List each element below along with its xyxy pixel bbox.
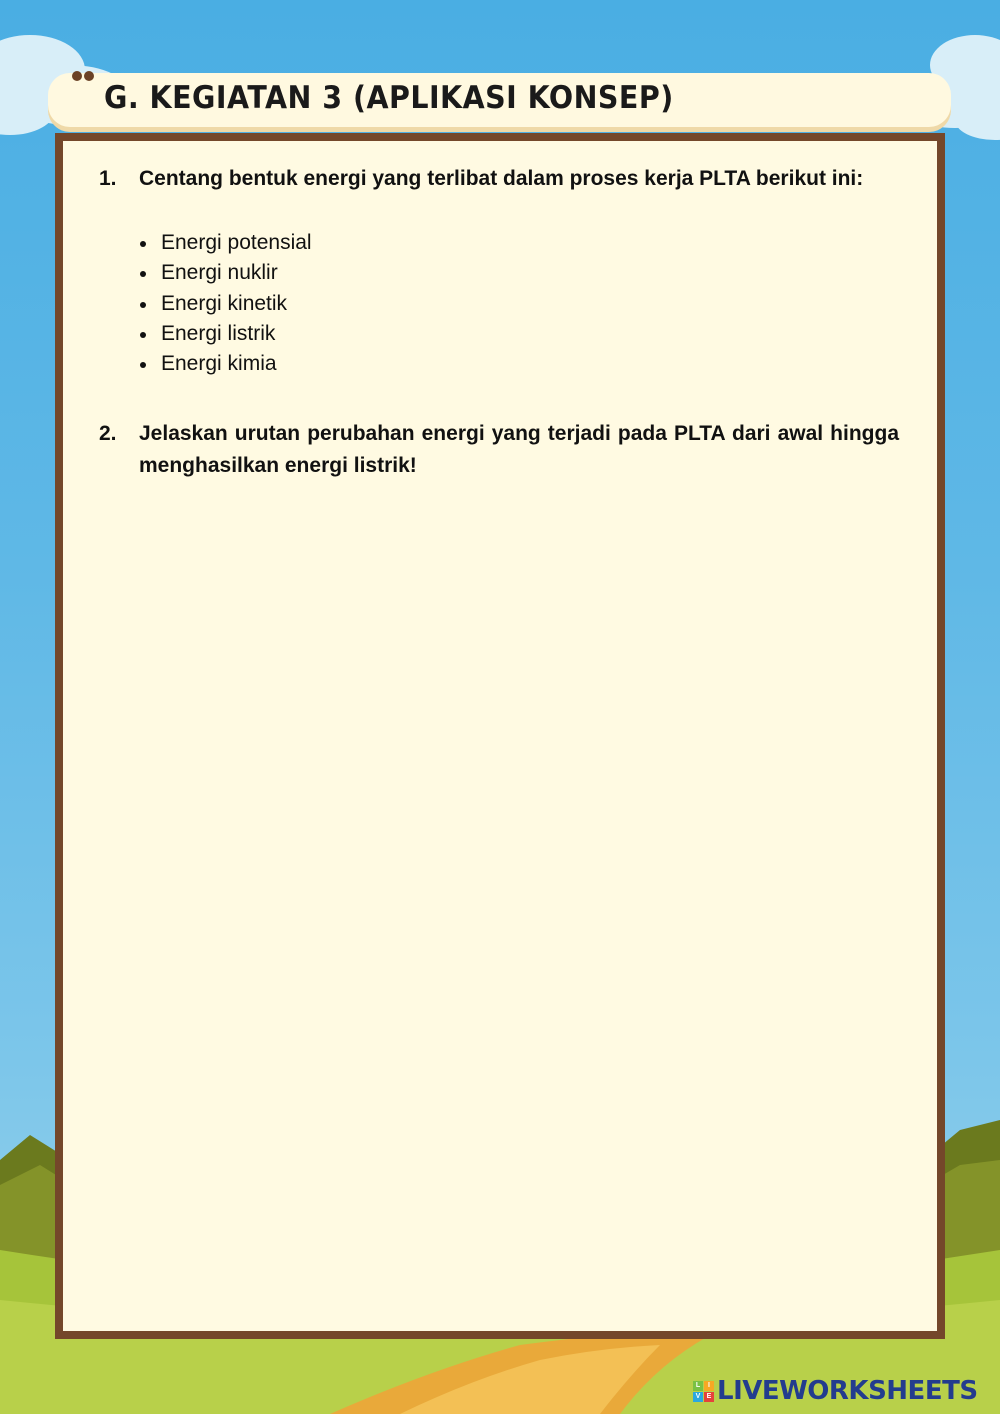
- option-energi-nuklir[interactable]: Energi nuklir: [137, 258, 312, 288]
- option-energi-potensial[interactable]: Energi potensial: [137, 228, 312, 258]
- logo-text: LIVEWORKSHEETS: [717, 1376, 978, 1406]
- question-2: [99, 418, 899, 482]
- question-2-text: Jelaskan urutan perubahan energi yang terjadi pada PLTA dari awal hingga menghasilkan energi listrik!: [139, 422, 899, 477]
- question-1-options: [137, 228, 312, 379]
- question-1-text: Centang bentuk energi yang terlibat dalam proses kerja PLTA berikut ini:: [139, 167, 864, 190]
- question-1-number: 1.: [99, 167, 117, 190]
- question-2-number: 2.: [99, 422, 117, 445]
- option-energi-kinetik[interactable]: Energi kinetik: [137, 289, 312, 319]
- question-1: [99, 163, 899, 195]
- option-energi-kimia[interactable]: Energi kimia: [137, 349, 312, 379]
- liveworksheets-logo: [693, 1376, 978, 1406]
- section-title: G. KEGIATAN 3 (APLIKASI KONSEP): [104, 80, 674, 116]
- liveworksheets-mark-icon: L I V E: [693, 1381, 714, 1402]
- header-dots: [72, 68, 96, 86]
- option-energi-listrik[interactable]: Energi listrik: [137, 319, 312, 349]
